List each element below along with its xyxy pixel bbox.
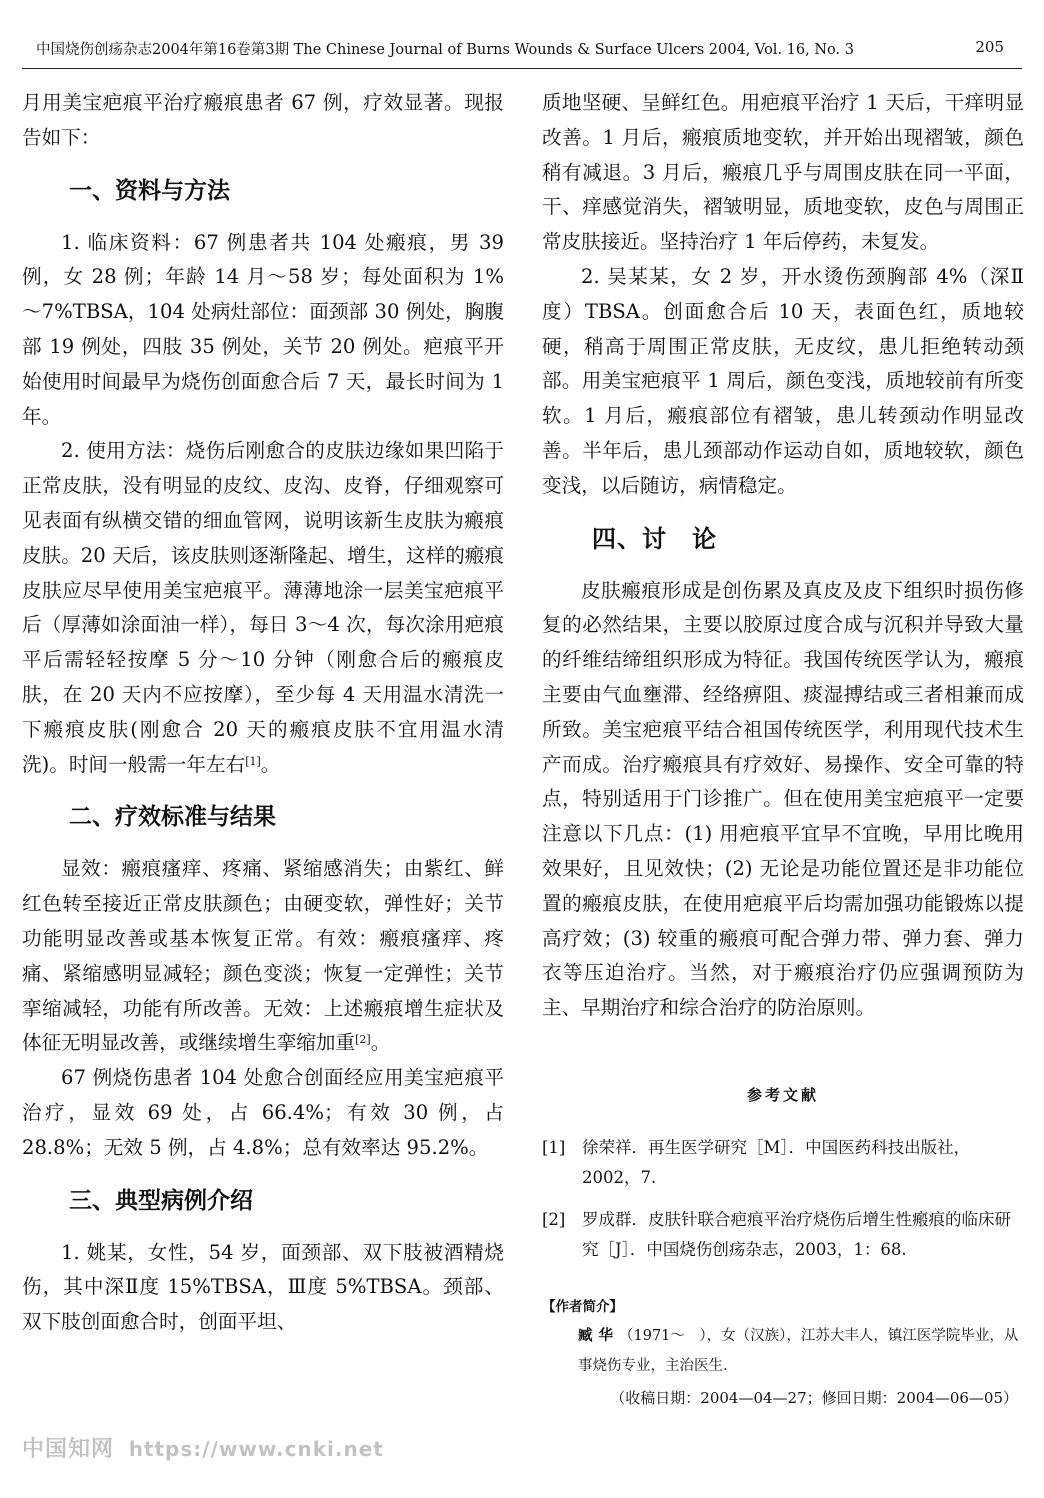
references-title: 参考文献 [746, 1085, 819, 1104]
received-dates: （收稿日期：2004—04—27；修回日期：2004—06—05） [610, 1388, 1018, 1407]
reference-number: [1] [542, 1137, 566, 1157]
paragraph-case-1-continued: 质地坚硬、呈鲜红色。用疤痕平治疗 1 天后，干痒明显改善。1 月后，瘢痕质地变软，并开始出现褶皱，颜色稍有减退。3 月后，瘢痕几乎与周围皮肤在同一平面，干、痒感觉消失，褶皱明显，质地变软，皮色与周围正常皮肤接近。坚持治疗 1 年后停药，未复发。 [542, 91, 1024, 254]
paragraph-usage-method [22, 434, 504, 782]
reference-item [542, 1205, 1024, 1265]
reference-number: [2] [542, 1209, 566, 1229]
section-heading-results: 二、疗效标准与结果 [69, 804, 276, 831]
page-number: 205 [975, 38, 1004, 56]
citation-1: [1] [245, 754, 261, 768]
running-header [22, 34, 1022, 69]
author-intro-title: 【作者简介】 [542, 1298, 623, 1315]
running-title: 中国烧伤创疡杂志2004年第16卷第3期 The Chinese Journal of Burns Wounds & Surface Ulcers 2004, Vol. 16, No. 3 [36, 42, 854, 58]
author-bio: （1971～ ），女（汉族），江苏大丰人，镇江医学院毕业，从事烧伤专业，主治医生． [578, 1327, 1019, 1374]
paragraph-criteria [22, 852, 504, 1061]
watermark-url: https://www.cnki.net [128, 1437, 384, 1461]
cnki-watermark [22, 1432, 422, 1472]
usage-text: 2. 使用方法：烧伤后刚愈合的皮肤边缘如果凹陷于正常皮肤，没有明显的皮纹、皮沟、皮脊，仔细观察可见表面有纵横交错的细血管网，说明该新生皮肤为瘢痕皮肤。20 天后，该皮肤则逐渐隆起、增生，这样的瘢痕皮肤应尽早使用美宝疤痕平。薄薄地涂一层美宝疤痕平后（厚薄如涂面油一样），每日 3～4 次，每次涂用疤痕平后需轻轻按摩 5 分～10 分钟（刚愈合后的瘢痕皮肤，在 20 天内不应按摩），至少每 4 天用温水清洗一下瘢痕皮肤(刚愈合 20 天的瘢痕皮肤不宜用温水清洗)。时间一般需一年左右 [22, 439, 504, 776]
paragraph-case-2: 2. 吴某某，女 2 岁，开水烫伤颈胸部 4%（深Ⅱ度）TBSA。创面愈合后 10 天，表面色红，质地较硬，稍高于周围正常皮肤，无皮纹，患儿拒绝转动颈部。用美宝疤痕平 1 周后，颜色变浅，质地较前有所变软。1 月后，瘢痕部位有褶皱，患儿转颈动作明显改善。半年后，患儿颈部动作运动自如，质地较软，颜色变浅，以后随访，病情稳定。 [542, 264, 1024, 497]
paragraph-discussion: 皮肤瘢痕形成是创伤累及真皮及皮下组织时损伤修复的必然结果，主要以胶原过度合成与沉积并导致大量的纤维结缔组织形成为特征。我国传统医学认为，瘢痕主要由气血壅滞、经络痹阻、痰湿搏结或三者相兼而成所致。美宝疤痕平结合祖国传统医学，利用现代技术生产而成。治疗瘢痕具有疗效好、易操作、安全可靠的特点，特别适用于门诊推广。但在使用美宝疤痕平一定要注意以下几点：(1) 用疤痕平宜早不宜晚，早用比晚用效果好，且见效快；(2) 无论是功能位置还是非功能位置的瘢痕皮肤，在使用疤痕平后均需加强功能锻炼以提高疗效；(3) 较重的瘢痕可配合弹力带、弹力套、弹力衣等压迫治疗。当然，对于瘢痕治疗仍应强调预防为主、早期治疗和综合治疗的防治原则。 [542, 578, 1024, 1020]
right-column [542, 86, 1024, 1408]
usage-end: 。 [260, 752, 281, 776]
reference-item [542, 1133, 1024, 1193]
author-intro [542, 1321, 1024, 1381]
intro-paragraph: 月用美宝疤痕平治疗瘢痕患者 67 例，疗效显著。现报告如下： [22, 91, 504, 149]
paragraph-clinical-data: 1. 临床资料：67 例患者共 104 处瘢痕，男 39 例，女 28 例；年龄 14 月～58 岁；每处面积为 1% ～7%TBSA，104 处病灶部位：面颈部 30 例处，胸腹部 19 例处，四肢 35 例处，关节 20 例处。疤痕平开始使用时间最早为烧伤创面愈合后 7 天，最长时间为 1 年。 [22, 230, 504, 428]
reference-text: 徐荣祥．再生医学研究［M］．中国医药科技出版社，2002，7. [582, 1137, 971, 1187]
paragraph-case-1: 1. 姚某，女性，54 岁，面颈部、双下肢被酒精烧伤，其中深Ⅱ度 15%TBSA，Ⅲ度 5%TBSA。颈部、双下肢创面愈合时，创面平坦、 [22, 1240, 504, 1334]
section-heading-cases: 三、典型病例介绍 [69, 1187, 253, 1214]
section-heading-discussion: 四、讨 论 [592, 524, 717, 553]
criteria-text: 显效：瘢痕瘙痒、疼痛、紧缩感消失；由紫红、鲜红色转至接近正常皮肤颜色；由硬变软，弹性好；关节功能明显改善或基本恢复正常。有效：瘢痕瘙痒、疼痛、紧缩感明显减轻；颜色变淡；恢复一定弹性；关节挛缩减轻，功能有所改善。无效：上述瘢痕增生症状及体征无明显改善，或继续增生挛缩加重 [22, 857, 504, 1055]
section-heading-methods: 一、资料与方法 [69, 177, 230, 204]
left-column [22, 86, 504, 1340]
author-name: 臧华 [578, 1326, 619, 1344]
reference-text: 罗成群．皮肤针联合疤痕平治疗烧伤后增生性瘢痕的临床研究［J］．中国烧伤创疡杂志，2003，1：68. [582, 1209, 1011, 1259]
citation-2: [2] [355, 1033, 371, 1047]
criteria-end: 。 [370, 1031, 391, 1055]
watermark-brand: 中国知网 [22, 1437, 115, 1462]
paragraph-results: 67 例烧伤患者 104 处愈合创面经应用美宝疤痕平治疗，显效 69 处，占 66.4%；有效 30 例，占 28.8%；无效 5 例，占 4.8%；总有效率达 95.2%。 [22, 1066, 504, 1159]
